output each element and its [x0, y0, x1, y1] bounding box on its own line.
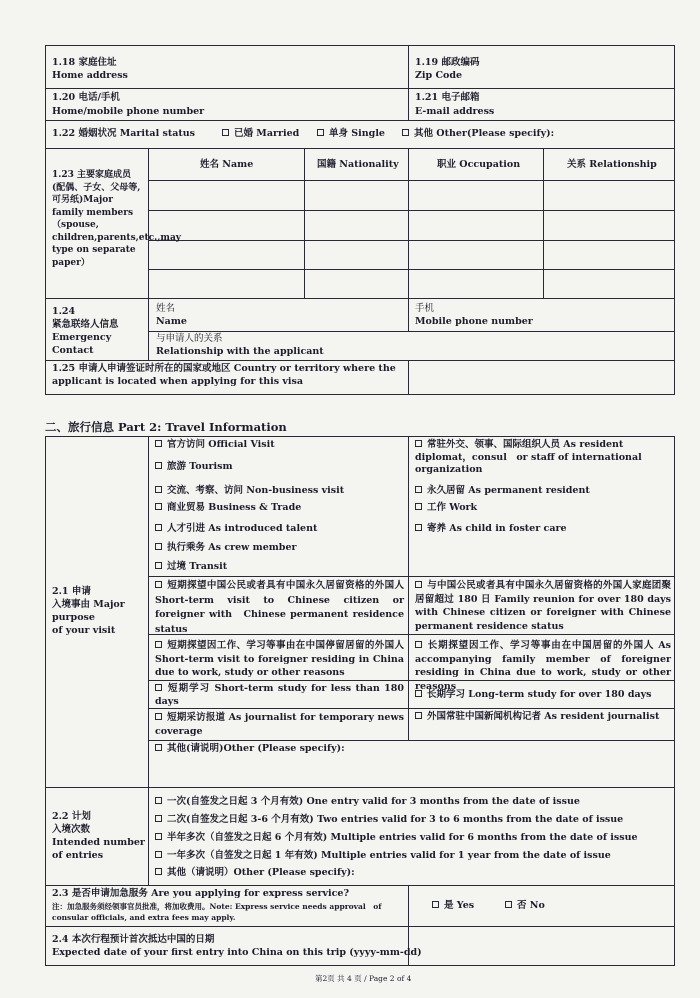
- email-label-en: E-mail address: [415, 106, 495, 117]
- checkbox-icon[interactable]: [505, 901, 512, 908]
- checkbox-icon[interactable]: [415, 690, 422, 697]
- purpose-label-zh: 入境事由 Major purpose: [52, 599, 125, 623]
- purpose-resident-journalist[interactable]: 外国常驻中国新闻机构记者 As resident journalist: [415, 711, 659, 723]
- entries-multiple-6-months[interactable]: 半年多次（自签发之日起 6 个月有效) Multiple entries valid for 6 months from the date of issue: [155, 832, 638, 844]
- purpose-short-term-visit-foreigner[interactable]: 短期探望因工作、学习等事由在中国停留居留的外国人 Short-term visit to foreigner residing in China due to work, study or other reasons: [155, 640, 404, 678]
- checkbox-icon[interactable]: [155, 562, 162, 569]
- first-entry-label-en: Expected date of your first entry into China on this trip (yyyy-mm-dd): [52, 947, 422, 958]
- checkbox-icon[interactable]: [155, 581, 162, 588]
- country-applying-label: 1.25 申请人申请签证时所在的国家或地区 Country or territory where the applicant is located when applying for this visa: [52, 363, 396, 387]
- first-entry-label-zh: 2.4 本次行程预计首次抵达中国的日期: [52, 934, 215, 945]
- purpose-non-business-visit[interactable]: 交流、考察、访问 Non-business visit: [155, 485, 344, 497]
- checkbox-icon[interactable]: [155, 543, 162, 550]
- checkbox-icon[interactable]: [317, 129, 324, 136]
- purpose-label-en: of your visit: [52, 625, 116, 636]
- entries-multiple-1-year[interactable]: 一年多次（自签发之日起 1 年有效) Multiple entries valid for 1 year from the date of issue: [155, 850, 611, 862]
- marital-option-single[interactable]: 单身 Single: [317, 128, 385, 140]
- emergency-label-en: Emergency Contact: [52, 332, 112, 356]
- family-header-occupation: 职业 Occupation: [437, 159, 521, 170]
- purpose-crew-member[interactable]: 执行乘务 As crew member: [155, 542, 297, 554]
- emergency-label-num: 1.24: [52, 306, 76, 317]
- purpose-foster-care[interactable]: 寄养 As child in foster care: [415, 523, 567, 535]
- entries-label-en1: Intended number: [52, 837, 145, 848]
- entries-other[interactable]: 其他（请说明）Other (Please specify):: [155, 867, 355, 879]
- phone-label-zh: 1.20 电话/手机: [52, 92, 120, 103]
- checkbox-icon[interactable]: [415, 641, 422, 648]
- entries-two[interactable]: 二次(自签发之日起 3-6 个月有效) Two entries valid for 3 to 6 months from the date of issue: [155, 814, 623, 826]
- purpose-introduced-talent[interactable]: 人才引进 As introduced talent: [155, 523, 317, 535]
- home-address-label-en: Home address: [52, 70, 128, 81]
- checkbox-icon[interactable]: [402, 129, 409, 136]
- purpose-resident-diplomat[interactable]: 常驻外交、领事、国际组织人员 As resident diplomat，consul or staff of international organization: [415, 439, 642, 475]
- checkbox-icon[interactable]: [155, 797, 162, 804]
- checkbox-icon[interactable]: [155, 851, 162, 858]
- checkbox-icon[interactable]: [155, 524, 162, 531]
- emergency-label-zh: 紧急联络人信息: [52, 319, 119, 330]
- purpose-short-term-visit-chinese[interactable]: 短期探望中国公民或者具有中国永久居留资格的外国人 Short-term visit to Chinese citizen or foreigner with Chinese permanent residence status: [155, 580, 404, 635]
- family-header-relationship: 关系 Relationship: [567, 159, 657, 170]
- checkbox-icon[interactable]: [155, 641, 162, 648]
- checkbox-icon[interactable]: [415, 712, 422, 719]
- purpose-other[interactable]: 其他(请说明)Other (Please specify):: [155, 743, 345, 755]
- checkbox-icon[interactable]: [415, 440, 422, 447]
- purpose-long-term-study[interactable]: 长期学习 Long-term study for over 180 days: [415, 689, 651, 701]
- purpose-permanent-resident[interactable]: 永久居留 As permanent resident: [415, 485, 590, 497]
- checkbox-icon[interactable]: [155, 462, 162, 469]
- checkbox-icon[interactable]: [155, 744, 162, 751]
- phone-label-en: Home/mobile phone number: [52, 106, 205, 117]
- checkbox-icon[interactable]: [222, 129, 229, 136]
- emergency-name-zh: 姓名: [156, 303, 176, 314]
- checkbox-icon[interactable]: [155, 713, 162, 720]
- purpose-short-term-study[interactable]: 短期学习 Short-term study for less than 180 days: [155, 683, 404, 707]
- checkbox-icon[interactable]: [432, 901, 439, 908]
- part2-title: 二、旅行信息 Part 2: Travel Information: [45, 420, 287, 434]
- family-header-name: 姓名 Name: [200, 159, 254, 170]
- family-header-nationality: 国籍 Nationality: [317, 159, 399, 170]
- purpose-transit[interactable]: 过境 Transit: [155, 561, 227, 573]
- purpose-work[interactable]: 工作 Work: [415, 502, 477, 514]
- purpose-temporary-journalist[interactable]: 短期采访报道 As journalist for temporary news coverage: [155, 712, 404, 737]
- checkbox-icon[interactable]: [155, 486, 162, 493]
- checkbox-icon[interactable]: [155, 833, 162, 840]
- entries-label-num: 2.2 计划: [52, 811, 91, 822]
- home-address-label-zh: 1.18 家庭住址: [52, 57, 117, 68]
- checkbox-icon[interactable]: [155, 440, 162, 447]
- checkbox-icon[interactable]: [155, 684, 162, 691]
- marital-status-label: 1.22 婚姻状况 Marital status: [52, 128, 196, 139]
- checkbox-icon[interactable]: [415, 486, 422, 493]
- purpose-official-visit[interactable]: 官方访问 Official Visit: [155, 439, 275, 451]
- emergency-name-en: Name: [156, 316, 187, 327]
- marital-option-married[interactable]: 已婚 Married: [222, 128, 299, 140]
- purpose-tourism[interactable]: 旅游 Tourism: [155, 461, 233, 473]
- emergency-relationship-en: Relationship with the applicant: [156, 346, 324, 357]
- express-note: 注：加急服务须经领事官员批准，将加收费用。Note: Express service needs approval of consular officials, and extra fees may apply.: [52, 902, 382, 922]
- emergency-mobile-en: Mobile phone number: [415, 316, 533, 327]
- checkbox-icon[interactable]: [155, 503, 162, 510]
- purpose-label-num: 2.1 申请: [52, 586, 91, 597]
- checkbox-icon[interactable]: [415, 581, 422, 588]
- zip-code-label-zh: 1.19 邮政编码: [415, 57, 480, 68]
- express-yes[interactable]: 是 Yes: [432, 900, 474, 912]
- entries-label-en2: of entries: [52, 850, 104, 861]
- entries-label-zh: 入境次数: [52, 824, 91, 835]
- purpose-family-reunion[interactable]: 与中国公民或者具有中国永久居留资格的外国人家庭团聚居留超过 180 日 Family reunion for over 180 days with Chinese citizen or foreigner with Chinese permanent residence status: [415, 580, 671, 632]
- zip-code-label-en: Zip Code: [415, 70, 463, 81]
- express-no[interactable]: 否 No: [505, 900, 545, 912]
- express-label: 2.3 是否申请加急服务 Are you applying for express service?: [52, 888, 350, 899]
- purpose-business-trade[interactable]: 商业贸易 Business & Trade: [155, 502, 301, 514]
- email-label-zh: 1.21 电子邮箱: [415, 92, 480, 103]
- checkbox-icon[interactable]: [155, 868, 162, 875]
- marital-option-other[interactable]: 其他 Other(Please specify):: [402, 128, 554, 140]
- checkbox-icon[interactable]: [415, 524, 422, 531]
- checkbox-icon[interactable]: [155, 815, 162, 822]
- checkbox-icon[interactable]: [415, 503, 422, 510]
- page-footer: 第2页 共 4 页 / Page 2 of 4: [315, 974, 412, 983]
- entries-one[interactable]: 一次(自签发之日起 3 个月有效) One entry valid for 3 months from the date of issue: [155, 796, 580, 808]
- family-members-label: 1.23 主要家庭成员(配偶、子女、父母等,可另纸)Major family members（spouse, children,parents,etc.,may type on separate paper）: [52, 170, 182, 268]
- emergency-relationship-zh: 与申请人的关系: [156, 333, 223, 344]
- emergency-mobile-zh: 手机: [415, 303, 435, 314]
- purpose-accompanying-family[interactable]: 长期探望因工作、学习等事由在中国居留的外国人 As accompanying family member of foreigner residing in China due to work, study or other reasons: [415, 640, 671, 692]
